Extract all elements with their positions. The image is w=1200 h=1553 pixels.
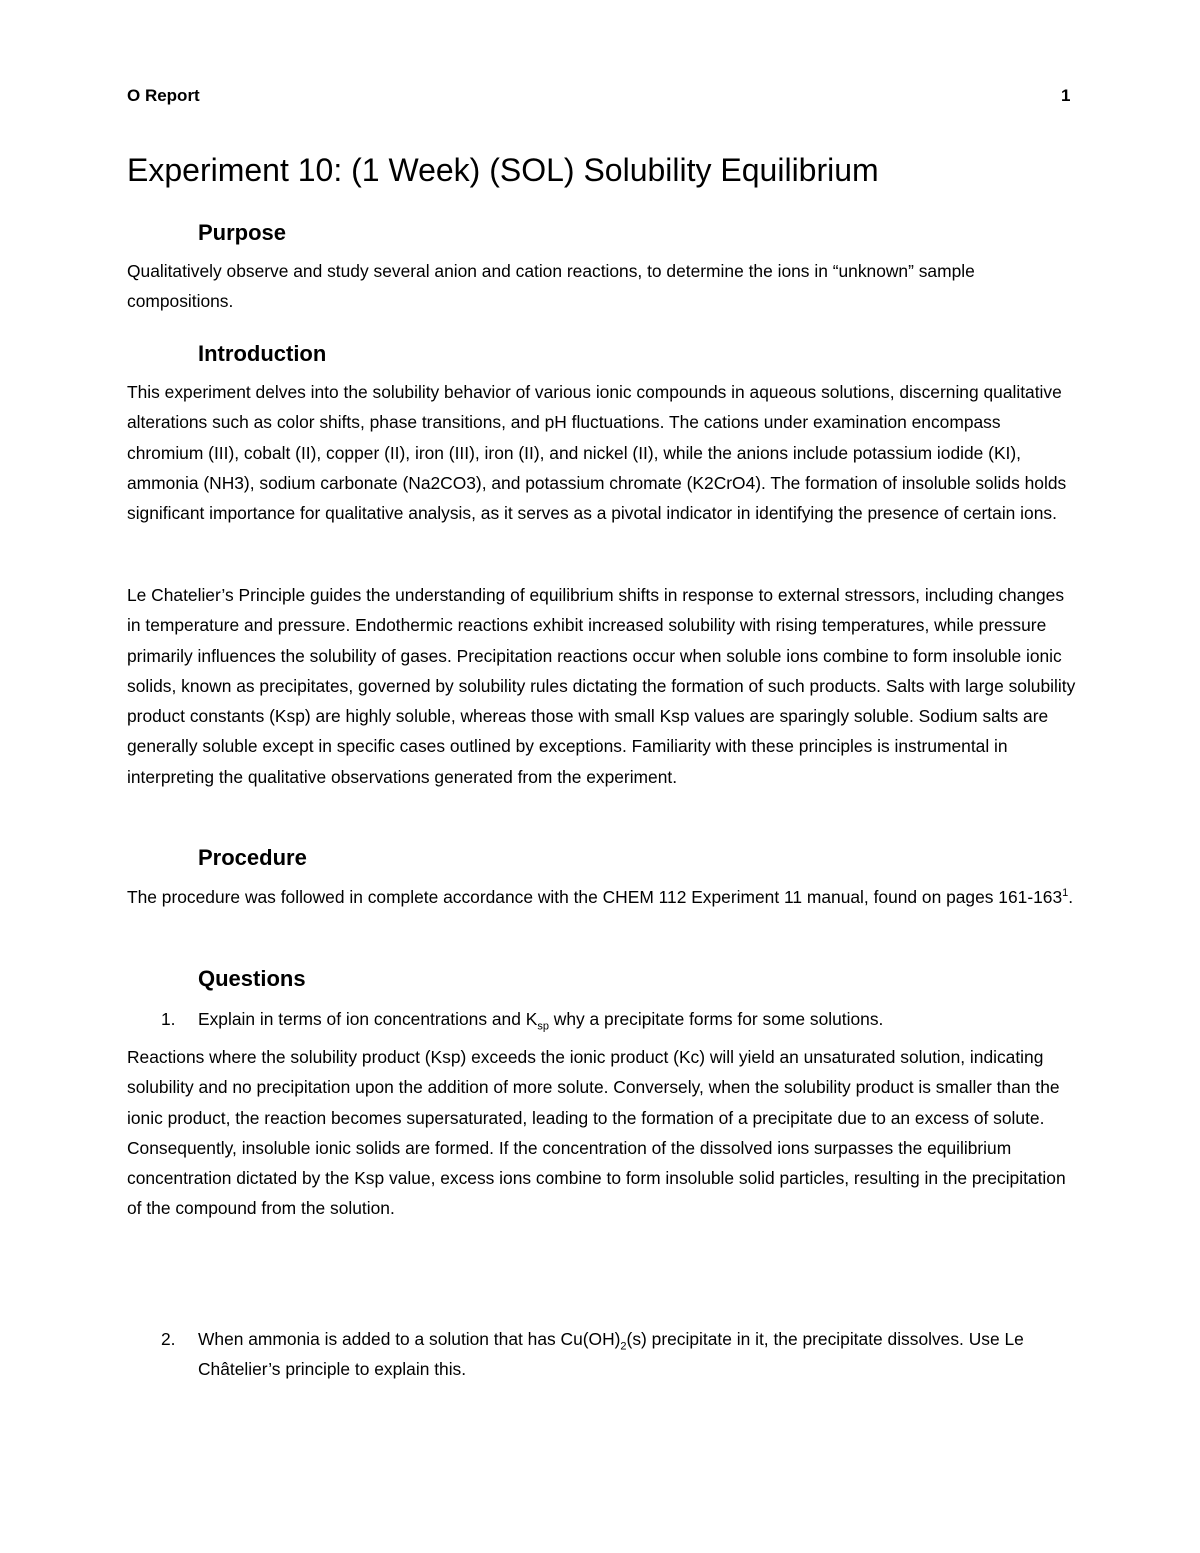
question-1-number: 1. [161,1009,176,1029]
footnote-reference: 1 [1062,887,1069,900]
procedure-sentence: The procedure was followed in complete accordance with the CHEM 112 Experiment 11 manual, found on pages 161-163 [127,887,1063,907]
procedure-heading: Procedure [198,845,307,870]
introduction-paragraph-1: This experiment delves into the solubility behavior of various ionic compounds in aqueous solutions, discerning qualitative alterations such as color shifts, phase transitions, and pH fluctuations. The cations under examination encompass chromium (III), cobalt (II), copper (II), iron (III), iron (II), and nickel (II), while the anions include potassium iodide (KI), ammonia (NH3), sodium carbonate (Na2CO3), and potassium chromate (K2CrO4). The formation of insoluble solids holds significant importance for qualitative analysis, as it serves as a pivotal indicator in identifying the presence of certain ions. [127,382,1067,524]
page-number: 1 [1061,86,1071,105]
question-2-text [198,1324,1081,1385]
running-header: O Report [127,86,200,105]
cuoh2-subscript: 2 [620,1340,627,1353]
question-1-text [198,1004,1081,1034]
ksp-subscript: sp [537,1020,549,1033]
question-1-text-part: why a precipitate forms for some solutions. [548,1009,884,1029]
purpose-heading: Purpose [198,220,287,245]
answer-1: Reactions where the solubility product (Ksp) exceeds the ionic product (Kc) will yield an unsaturated solution, indicating solubility and no precipitation upon the addition of more solute. Conversely, when the solubility product is smaller than the ionic product, the reaction becomes supersaturated, leading to the formation of a precipitate due to an excess of solute. Consequently, insoluble ionic solids are formed. If the concentration of the dissolved ions surpasses the equilibrium concentration dictated by the Ksp value, excess ions combine to form insoluble solid particles, resulting in the precipitation of the compound from the solution. [127,1047,1066,1219]
question-2-text-part: (s) precipitate in it, the precipitate dissolves. Use Le Châtelier’s principle to explain this. [198,1329,1024,1380]
purpose-text: Qualitatively observe and study several anion and cation reactions, to determine the ions in “unknown” sample compositions. [127,261,975,312]
document-title: Experiment 10: (1 Week) (SOL) Solubility Equilibrium [127,152,879,188]
question-1 [161,1004,1081,1034]
question-2-text-part: When ammonia is added to a solution that has Cu(OH) [198,1329,621,1349]
procedure-end: . [1068,887,1074,907]
questions-heading: Questions [198,966,306,991]
introduction-heading: Introduction [198,341,327,366]
question-2 [161,1324,1081,1385]
procedure-text [127,882,1077,912]
introduction-paragraph-2: Le Chatelier’s Principle guides the understanding of equilibrium shifts in response to external stressors, including changes in temperature and pressure. Endothermic reactions exhibit increased solubility with rising temperatures, while pressure primarily influences the solubility of gases. Precipitation reactions occur when soluble ions combine to form insoluble ionic solids, known as precipitates, governed by solubility rules dictating the formation of such products. Salts with large solubility product constants (Ksp) are highly soluble, whereas those with small Ksp values are sparingly soluble. Sodium salts are generally soluble except in specific cases outlined by exceptions. Familiarity with these principles is instrumental in interpreting the qualitative observations generated from the experiment. [127,585,1076,787]
question-2-number: 2. [161,1329,176,1349]
question-1-text-part: Explain in terms of ion concentrations and K [198,1009,538,1029]
